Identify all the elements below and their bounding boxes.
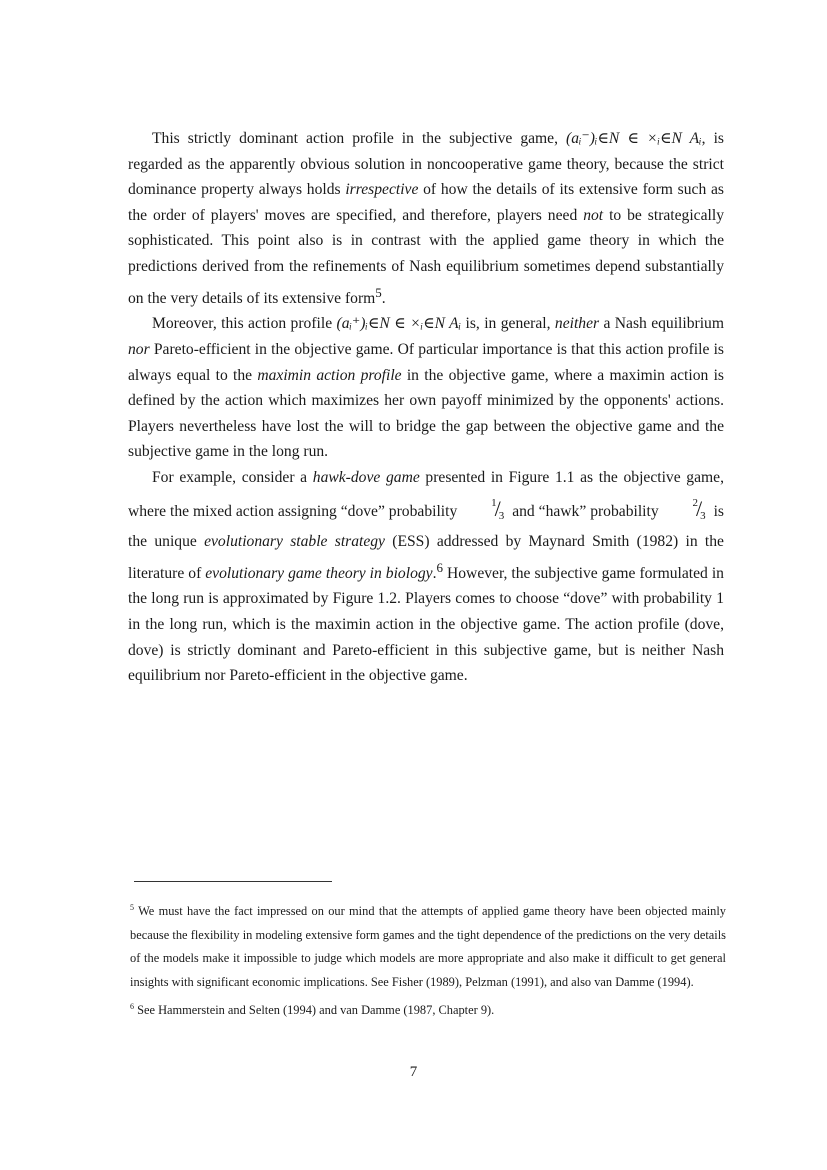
- emphasis: neither: [554, 315, 600, 333]
- page-number: 7: [409, 1064, 418, 1080]
- main-text: [128, 126, 724, 689]
- emphasis: nor: [128, 340, 150, 358]
- emphasis: hawk-dove game: [312, 468, 420, 486]
- text-run: is the unique: [128, 502, 724, 551]
- text-run: For example, consider a: [152, 468, 313, 486]
- text-run: presented in Figure 1.1 as the objective game, where the mixed action assigning “dove” probability: [128, 468, 724, 520]
- fraction-denominator: 3: [498, 509, 503, 522]
- footnote-5: [130, 896, 726, 995]
- footnote-mark: 6: [130, 1001, 134, 1011]
- paragraph-3: [128, 465, 724, 689]
- fraction-numerator: 2: [692, 496, 697, 509]
- text-run: Moreover, this action profile: [152, 315, 337, 333]
- emphasis: irrespective: [345, 181, 419, 199]
- paragraph-1: [128, 126, 724, 311]
- text-run: , is regarded as the apparently obvious solution in noncooperative game theory, because the strict dominance property always holds: [128, 130, 724, 199]
- text-run: .: [381, 289, 386, 307]
- text-run: (ESS) addressed by Maynard Smith (1982) in the literature of: [128, 533, 724, 582]
- emphasis: evolutionary game theory in biology: [205, 564, 433, 582]
- emphasis: evolutionary stable strategy: [204, 533, 385, 551]
- footnotes: [130, 896, 726, 1022]
- footnote-ref: 6: [436, 559, 443, 575]
- fraction-numerator: 1: [491, 496, 495, 509]
- footnote-ref: 5: [375, 284, 382, 300]
- footnote-text: We must have the fact impressed on our mind that the attempts of applied game theory have been objected mainly because the flexibility in modeling extensive form games and the tight dependence of the predictions on the very details of the models make it impossible to judge which models are more appropriate and also make it difficult to get general insights with significant economic implications. See Fisher (1989), Pelzman (1991), and also van Damme (1994).: [130, 904, 726, 989]
- text-run: of how the details of its extensive form such as the order of players' moves are specified, and therefore, players need: [128, 181, 724, 224]
- text-run: However, the subjective game formulated in the long run is approximated by Figure 1.2. Players comes to choose “dove” with probability 1 in the long run, which is the maximin action in the objective game. The action profile (dove, dove) is strictly dominant and Pareto-efficient in this subjective game, but is neither Nash equilibrium nor Pareto-efficient in the objective game.: [128, 564, 724, 685]
- math-expression: (aᵢ⁻)ᵢ∈N ∈ ×ᵢ∈N Aᵢ: [566, 130, 702, 147]
- text-run: This strictly dominant action profile in the subjective game,: [152, 130, 567, 147]
- emphasis: maximin action profile: [257, 366, 402, 384]
- text-run: is, in general,: [461, 315, 555, 333]
- paragraph-2: [128, 311, 724, 465]
- text-run: and “hawk” probability: [508, 502, 663, 520]
- math-expression: (aᵢ⁺)ᵢ∈N ∈ ×ᵢ∈N Aᵢ: [336, 315, 462, 333]
- emphasis: not: [583, 206, 604, 224]
- footnote-rule: [134, 881, 332, 882]
- footnote-mark: 5: [130, 903, 134, 912]
- footnote-text: See Hammerstein and Selten (1994) and van Damme (1987, Chapter 9).: [134, 1002, 495, 1017]
- text-run: .: [432, 564, 437, 582]
- fraction-two-thirds: $^2/_3$: [692, 495, 704, 522]
- footnote-6: [130, 995, 726, 1023]
- fraction-one-third: $^1/_3$: [491, 495, 503, 522]
- text-run: in the objective game, where a maximin action is defined by the action which maximizes her own payoff minimized by the opponents' actions. Players nevertheless have lost the will to bridge the gap between the objective game and the subjective game in the long run.: [128, 366, 724, 461]
- text-run: to be strategically sophisticated. This point also is in contrast with the applied game theory in which the predictions derived from the refinements of Nash equilibrium sometimes depend substantially on the very details of its extensive form: [128, 206, 724, 307]
- text-run: a Nash equilibrium: [599, 315, 724, 333]
- fraction-denominator: 3: [700, 509, 704, 522]
- text-run: Pareto-efficient in the objective game. Of particular importance is that this action profile is always equal to the: [128, 340, 724, 384]
